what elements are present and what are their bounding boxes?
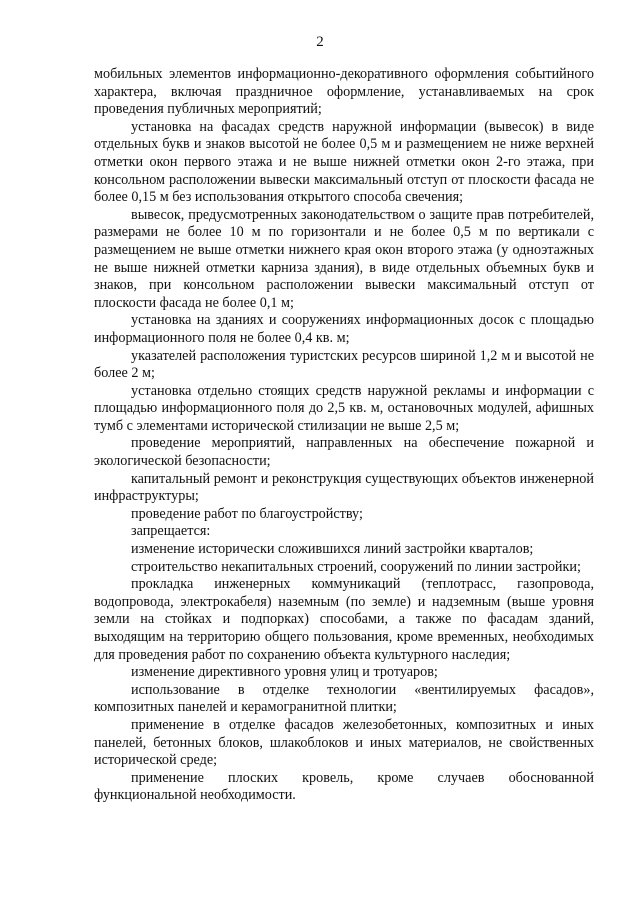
paragraph: установка отдельно стоящих средств наружной рекламы и информации с площадью информационного поля до 2,5 кв. м, остановочных модулей, афишных тумб с элементами исторической стилизации не выше 2,5 м;	[94, 382, 594, 434]
paragraph: прокладка инженерных коммуникаций (теплотрасс, газопровода, водопровода, электрокабеля) наземным (по земле) и надземным (выше уровня земли на стойках и подпорках) способами, а также по фасадам зданий, выходящим на территорию общего пользования, кроме временных, необходимых для проведения работ по сохранению объекта культурного наследия;	[94, 576, 594, 663]
paragraph: изменение исторически сложившихся линий застройки кварталов;	[131, 541, 534, 558]
paragraph: мобильных элементов информационно-декоративного оформления событийного характера, включая праздничное оформление, устанавливаемых на срок проведения публичных мероприятий;	[94, 66, 594, 118]
paragraph: использование в отделке технологии «вентилируемых фасадов», композитных панелей и керамогранитной плитки;	[94, 681, 594, 716]
paragraph: запрещается:	[131, 523, 211, 540]
paragraph: применение плоских кровель, кроме случаев обоснованной функциональной необходимости.	[94, 769, 594, 804]
paragraph: применение в отделке фасадов железобетонных, композитных и иных панелей, бетонных блоков, шлакоблоков и иных материалов, не свойственных исторической среде;	[94, 716, 594, 769]
paragraph: установка на фасадах средств наружной информации (вывесок) в виде отдельных букв и знаков высотой не более 0,5 м и размещением не ниже верхней отметки окон первого этажа и не выше нижней отметки окон 2-го этажа, при консольном расположении вывески максимальный отступ от плоскости фасада не более 0,15 м без использования открытого способа свечения;	[94, 118, 594, 206]
paragraph: указателей расположения туристских ресурсов шириной 1,2 м и высотой не более 2 м;	[94, 347, 594, 382]
paragraph: изменение директивного уровня улиц и тротуаров;	[131, 664, 438, 681]
document-body	[94, 66, 594, 805]
page-number: 2	[316, 34, 324, 50]
paragraph: установка на зданиях и сооружениях информационных досок с площадью информационного поля не более 0,4 кв. м;	[94, 312, 594, 346]
paragraph: капитальный ремонт и реконструкция существующих объектов инженерной инфраструктуры;	[94, 470, 594, 505]
paragraph: проведение работ по благоустройству;	[131, 505, 363, 522]
paragraph: проведение мероприятий, направленных на обеспечение пожарной и экологической безопасности;	[94, 435, 594, 470]
paragraph: вывесок, предусмотренных законодательством о защите прав потребителей, размерами не более 10 м по горизонтали и не более 0,5 м по вертикали с размещением не выше отметки нижнего края окон второго этажа (у одноэтажных не выше нижней отметки карниза здания), в виде отдельных объемных букв и знаков, при консольном расположении вывески максимальный отступ от плоскости фасада не более 0,1 м;	[94, 206, 594, 311]
paragraph: строительство некапитальных строений, сооружений по линии застройки;	[131, 558, 581, 575]
